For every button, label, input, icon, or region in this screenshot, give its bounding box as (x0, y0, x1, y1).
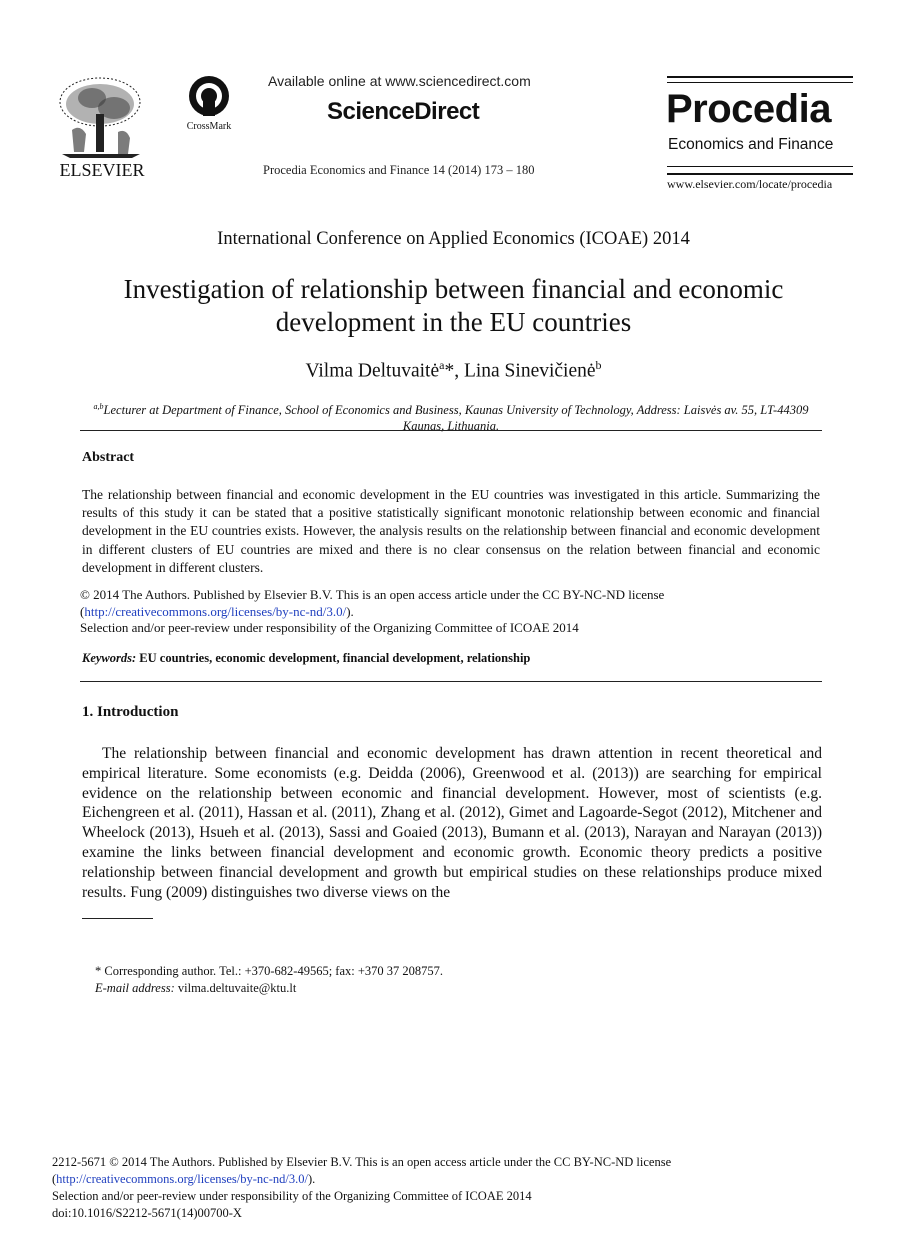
issn-line: 2212-5671 © 2014 The Authors. Published by Elsevier B.V. This is an open access article under the CC BY-NC-ND license (52, 1155, 672, 1169)
procedia-logo-title: Procedia (666, 87, 831, 131)
corresponding-author-note: * Corresponding author. Tel.: +370-682-49565; fax: +370 37 208757. (95, 964, 444, 978)
procedia-url[interactable]: www.elsevier.com/locate/procedia (667, 177, 833, 191)
license-paren: ( (80, 603, 85, 619)
author-list (0, 358, 907, 383)
procedia-rule (667, 82, 853, 83)
affiliation-mark: a,b (93, 402, 104, 411)
author-separator: , (454, 360, 464, 382)
author-affiliation-mark: b (595, 358, 602, 372)
section-divider (80, 430, 822, 431)
footer-license-link[interactable]: http://creativecommons.org/licenses/by-nc-nd/3.0/ (56, 1172, 308, 1186)
available-online-text: Available online at www.sciencedirect.com (268, 73, 531, 89)
keywords-label: Keywords: (82, 651, 137, 665)
author-affiliation-mark: a (439, 358, 445, 372)
footer-peer-review: Selection and/or peer-review under responsibility of the Organizing Committee of ICOAE 2014 (52, 1189, 532, 1203)
procedia-rule (667, 166, 853, 167)
license-paren: ( (52, 1172, 57, 1186)
affiliation-text: Lecturer at Department of Finance, School of Economics and Business, Kaunas University of Technology, Address: Laisvės av. 55, LT-44309 Kaunas, Lithuania. (103, 403, 809, 434)
conference-name: International Conference on Applied Economics (ICOAE) 2014 (217, 229, 690, 249)
procedia-logo-subtitle: Economics and Finance (668, 136, 834, 153)
elsevier-wordmark: ELSEVIER (59, 160, 145, 180)
author-name: Vilma Deltuvaitė (305, 360, 440, 382)
page-footer (52, 1154, 852, 1222)
peer-review-line: Selection and/or peer-review under responsibility of the Organizing Committee of ICOAE 2014 (80, 620, 579, 635)
author-name: Lina Sinevičienė (463, 360, 596, 382)
footer-license-line (52, 1171, 852, 1188)
license-link[interactable]: http://creativecommons.org/licenses/by-nc-nd/3.0/ (84, 603, 347, 619)
corresponding-mark: * (444, 360, 455, 382)
copyright-line: © 2014 The Authors. Published by Elsevier B.V. This is an open access article under the CC BY-NC-ND license (80, 587, 665, 602)
copyright-notice (80, 587, 822, 637)
paper-title: Investigation of relationship between financial and economic development in the EU countries (123, 274, 784, 337)
introduction-heading: 1. Introduction (82, 704, 179, 720)
elsevier-tree-icon (52, 74, 152, 180)
journal-reference: Procedia Economics and Finance 14 (2014) 173 – 180 (263, 163, 535, 177)
affiliation (80, 399, 822, 434)
section-divider (80, 681, 822, 682)
introduction-text: The relationship between financial and economic development has drawn attention in recent theoretical and empirical literature. Some economists (e.g. Deidda (2006), Greenwood et al. (2013)) are searching for empirical evidence on the relationship between economic and financial development. However, most of scientists (e.g. Eichengreen et al. (2011), Hassan et al. (2011), Zhang et al. (2012), Gimet and Lagoarde-Segot (2012), Mitchener and Wheelock (2013), Hsueh et al. (2013), Sassi and Goaied (2013), Bumann et al. (2013), Narayan and Narayan (2013)) examine the links between financial development and economic growth. Economic theory predicts a positive relationship between financial development and growth but empirical studies on these relationships produce mixed results. Fung (2009) distinguishes two diverse views on the (82, 745, 822, 901)
abstract-heading: Abstract (82, 450, 135, 465)
email-address[interactable]: vilma.deltuvaite@ktu.lt (177, 981, 297, 995)
license-line (80, 604, 822, 621)
procedia-rule (667, 76, 853, 78)
footnote-divider (82, 918, 153, 919)
doi[interactable]: doi:10.1016/S2212-5671(14)00700-X (52, 1206, 242, 1220)
procedia-rule (667, 173, 853, 175)
crossmark-icon (182, 74, 238, 132)
footnote (95, 963, 443, 997)
keywords-list: EU countries, economic development, financial development, relationship (139, 651, 531, 665)
license-paren: ). (307, 1172, 316, 1186)
abstract-text: The relationship between financial and economic development in the EU countries was investigated in this article. Summarizing the results of this study it can be stated that a positive statistically significant monotonic relationship between economic and financial development in the EU countries exists. However, the analysis results on the relationship between financial and economic development in different clusters of EU countries are mixed and there is no clear consensus on the relation between financial and economic development in different clusters. (82, 487, 820, 575)
elsevier-logo (52, 74, 152, 180)
email-label: E-mail address: (95, 981, 175, 995)
keywords (82, 651, 530, 666)
crossmark-label: CrossMark (186, 121, 232, 132)
license-paren: ). (346, 603, 354, 619)
sciencedirect-wordmark[interactable]: ScienceDirect (327, 98, 480, 125)
email-line (95, 980, 443, 997)
crossmark-logo[interactable] (182, 74, 238, 132)
